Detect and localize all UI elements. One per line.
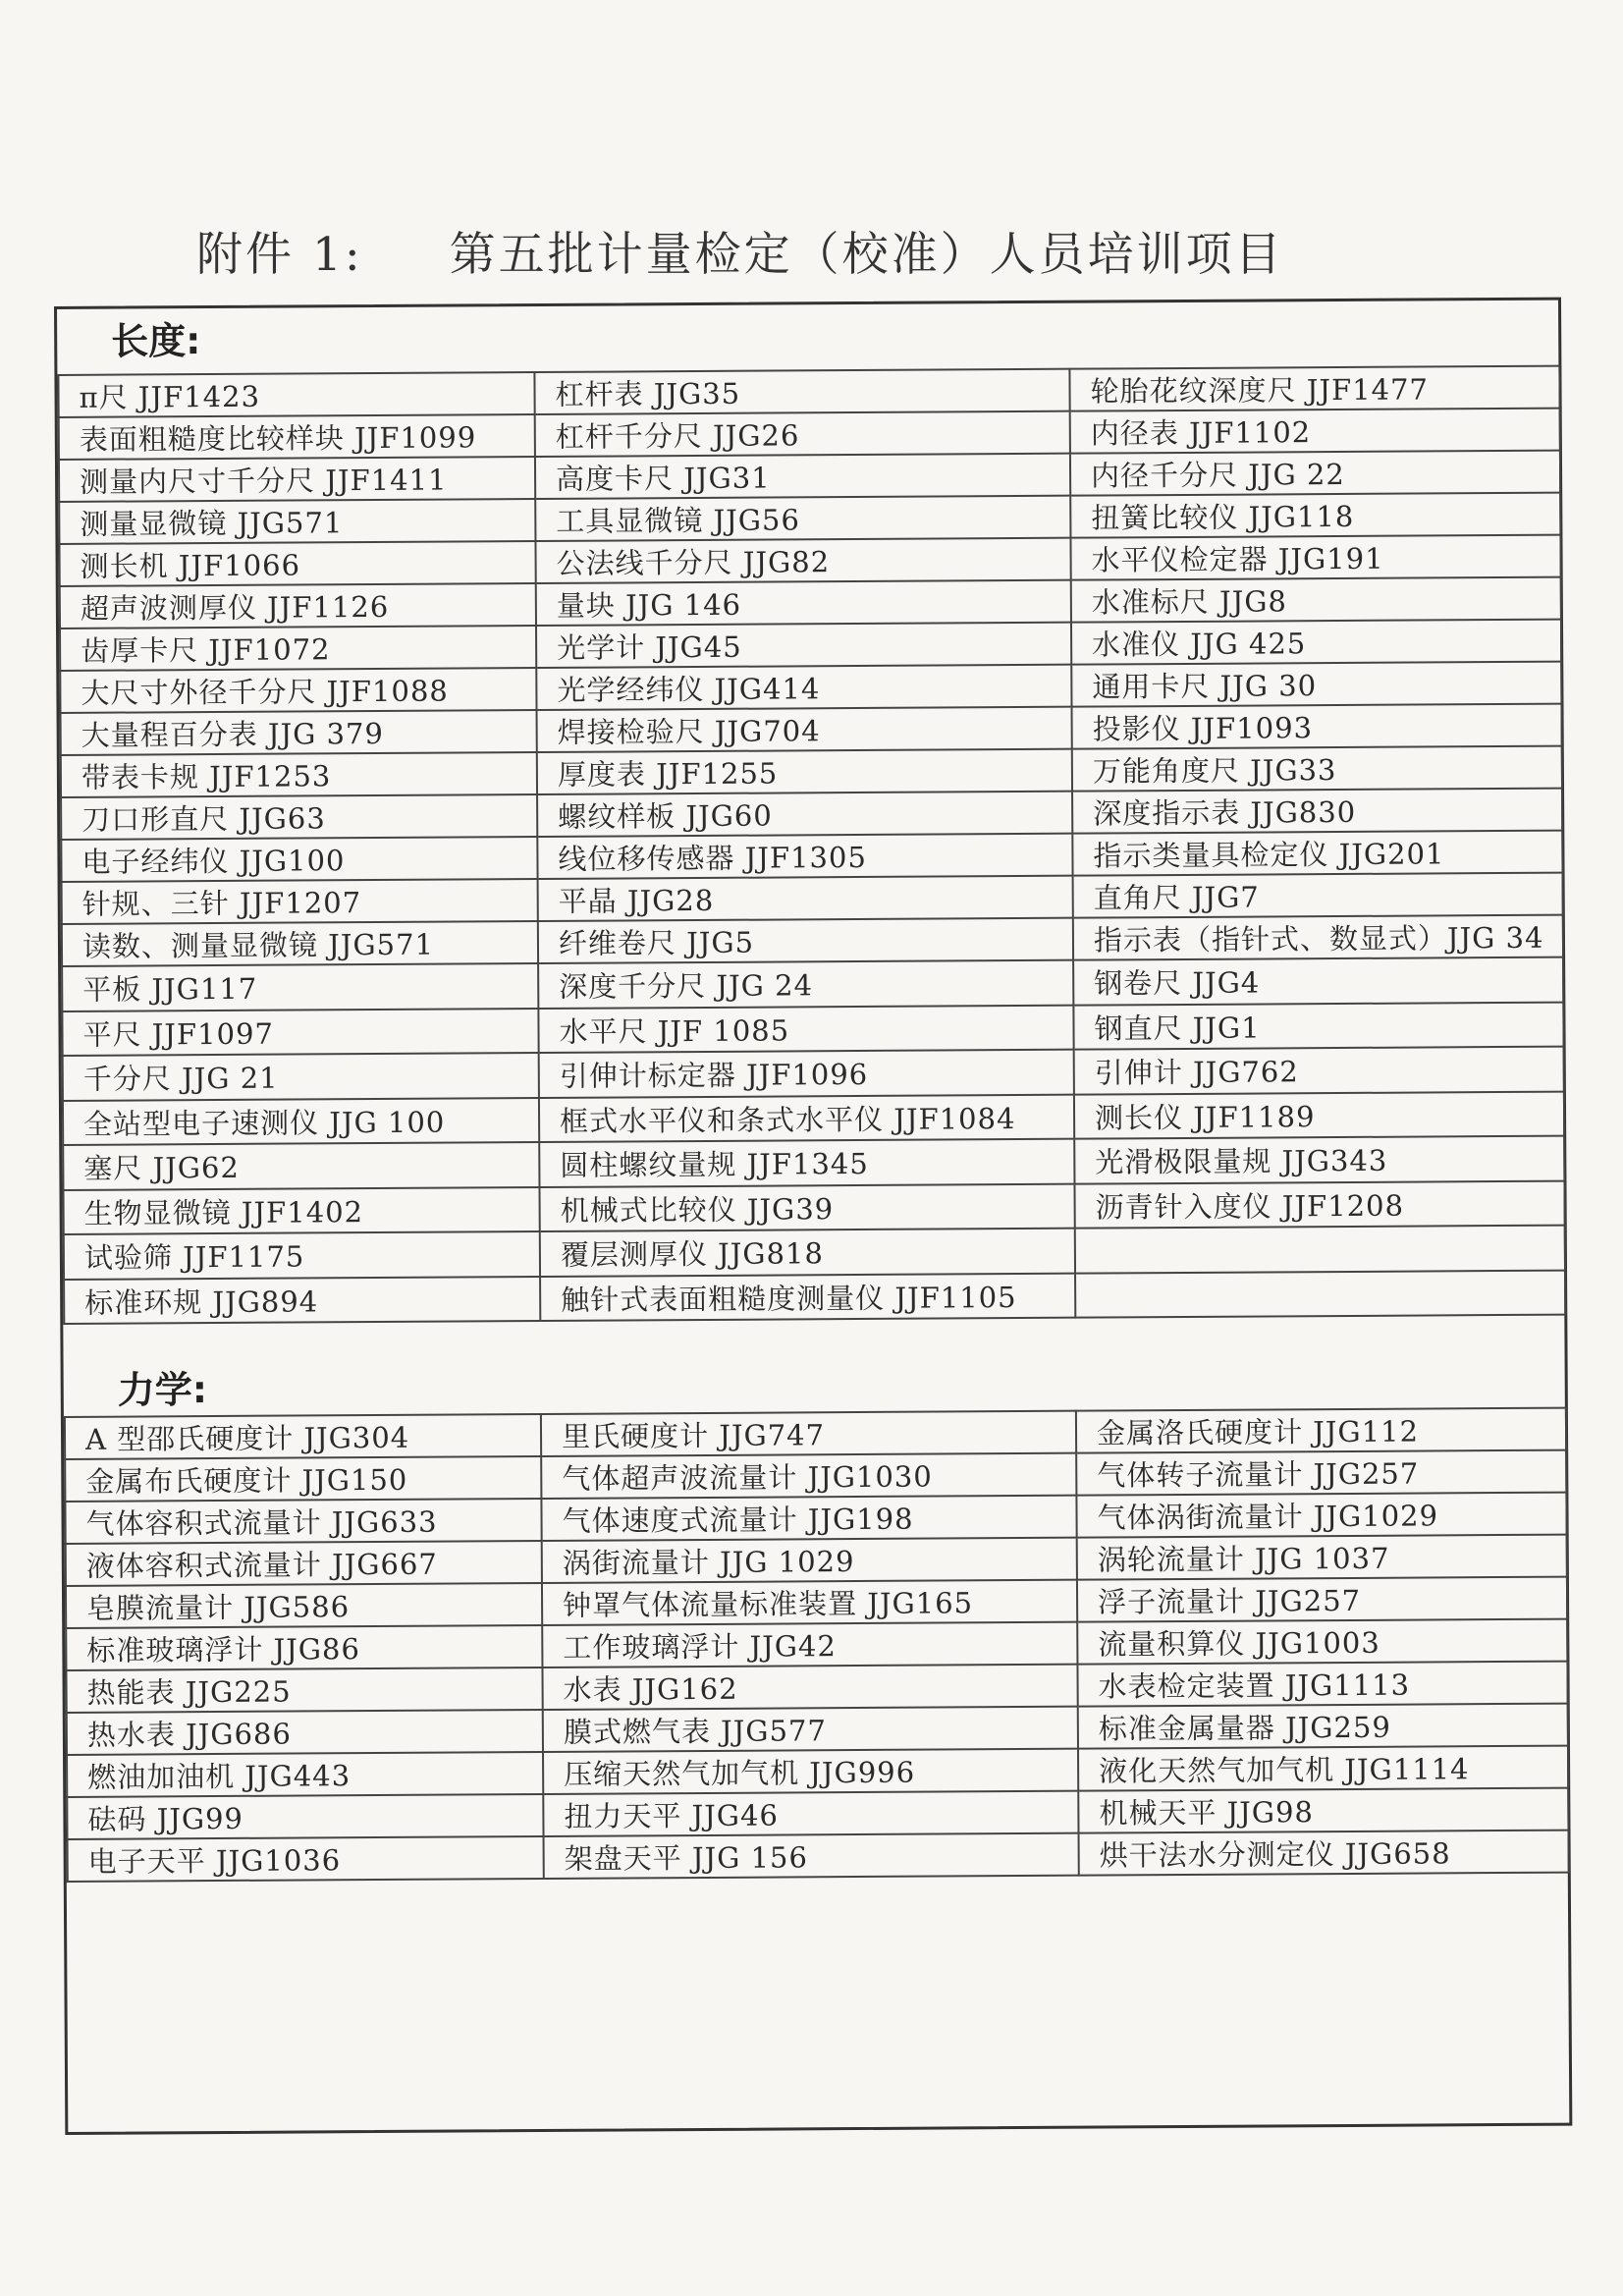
item-cell: 指示类量具检定仪 JJG201: [1072, 831, 1562, 876]
item-cell: 引伸计标定器 JJF1096: [539, 1050, 1074, 1098]
item-cell: 液体容积式流量计 JJG667: [66, 1541, 542, 1586]
item-cell: 气体速度式流量计 JJG198: [541, 1496, 1076, 1541]
item-cell: 钢卷尺 JJG4: [1073, 957, 1563, 1006]
item-cell: 涡轮流量计 JJG 1037: [1077, 1535, 1567, 1580]
item-cell: 热能表 JJG225: [66, 1667, 542, 1713]
item-cell: 沥青针入度仪 JJF1208: [1074, 1180, 1564, 1229]
item-cell: 公法线千分尺 JJG82: [535, 538, 1070, 583]
item-cell: 标准环规 JJG894: [64, 1276, 540, 1323]
item-cell: 纤维卷尺 JJG5: [538, 918, 1073, 963]
item-cell: 量块 JJG 146: [536, 580, 1071, 626]
item-cell: 扭力天平 JJG46: [543, 1791, 1078, 1836]
item-cell: 指示表（指针式、数显式）JJG 34: [1073, 915, 1563, 960]
item-cell: 测长机 JJF1066: [59, 541, 535, 586]
item-cell: π尺 JJF1423: [58, 372, 534, 417]
item-cell: 金属布氏硬度计 JJG150: [65, 1456, 541, 1502]
item-cell: 圆柱螺纹量规 JJF1345: [539, 1139, 1074, 1187]
item-cell: 机械天平 JJG98: [1078, 1788, 1568, 1833]
item-cell: 大尺寸外径千分尺 JJF1088: [60, 668, 536, 713]
item-cell: 线位移传感器 JJF1305: [537, 834, 1072, 879]
item-cell: 气体超声波流量计 JJG1030: [541, 1453, 1076, 1499]
item-cell: 测长仪 JJF1189: [1074, 1091, 1564, 1139]
item-cell: 烘干法水分测定仪 JJG658: [1079, 1831, 1569, 1876]
item-cell: 扭簧比较仪 JJG118: [1070, 493, 1560, 538]
item-cell: 金属洛氏硬度计 JJG112: [1076, 1408, 1566, 1453]
item-cell: 浮子流量计 JJG257: [1077, 1577, 1567, 1622]
item-cell: 直角尺 JJG7: [1073, 873, 1563, 918]
item-cell: 钟罩气体流量标准装置 JJG165: [542, 1580, 1077, 1625]
item-cell: 水表检定装置 JJG1113: [1077, 1662, 1567, 1707]
item-cell: 水准标尺 JJG8: [1071, 577, 1561, 623]
item-cell: 超声波测厚仪 JJF1126: [60, 583, 536, 629]
item-cell: 流量积算仪 JJG1003: [1077, 1619, 1567, 1665]
item-cell: 光学计 JJG45: [536, 623, 1071, 668]
item-cell: 针规、三针 JJF1207: [62, 879, 538, 924]
item-cell: 液化天然气加气机 JJG1114: [1078, 1746, 1568, 1791]
item-cell: 水平尺 JJF 1085: [538, 1005, 1073, 1053]
item-cell: 焊接检验尺 JJG704: [537, 707, 1072, 752]
item-cell: 触针式表面粗糙度测量仪 JJF1105: [540, 1273, 1075, 1321]
item-cell: 刀口形直尺 JJG63: [61, 794, 537, 840]
item-cell: 引伸计 JJG762: [1074, 1047, 1564, 1095]
item-cell: 光学经纬仪 JJG414: [536, 665, 1071, 710]
item-cell: 覆层测厚仪 JJG818: [540, 1229, 1075, 1277]
item-cell: 光滑极限量规 JJG343: [1074, 1136, 1564, 1184]
section-heading-mechanics: 力学:: [117, 1368, 208, 1412]
item-cell: 工具显微镜 JJG56: [535, 496, 1070, 541]
item-cell: 气体涡街流量计 JJG1029: [1076, 1493, 1566, 1538]
table-row: [68, 1831, 1569, 1882]
item-cell: 表面粗糙度比较样块 JJF1099: [59, 414, 535, 460]
item-cell: 生物显微镜 JJF1402: [63, 1186, 539, 1233]
item-cell: 全站型电子速测仪 JJG 100: [63, 1097, 539, 1144]
item-cell: 齿厚卡尺 JJF1072: [60, 626, 536, 671]
item-cell: 皂膜流量计 JJG586: [66, 1583, 542, 1628]
document-title: [196, 218, 1284, 284]
item-cell: 杠杆表 JJG35: [534, 369, 1069, 414]
item-cell: 架盘天平 JJG 156: [544, 1833, 1079, 1879]
item-cell: 厚度表 JJF1255: [537, 749, 1072, 794]
item-cell: 平板 JJG117: [62, 963, 538, 1011]
mechanics-items-table: [64, 1407, 1570, 1883]
item-cell: 水表 JJG162: [542, 1665, 1077, 1710]
item-cell: 涡街流量计 JJG 1029: [542, 1538, 1077, 1583]
item-cell: 工作玻璃浮计 JJG42: [542, 1622, 1077, 1667]
training-items-table: [54, 298, 1572, 2135]
item-cell: 电子经纬仪 JJG100: [61, 837, 537, 882]
item-cell: 千分尺 JJG 21: [63, 1053, 539, 1100]
item-cell: 砝码 JJG99: [67, 1794, 543, 1839]
item-cell: 测量显微镜 JJG571: [59, 499, 535, 544]
item-cell: 万能角度尺 JJG33: [1072, 746, 1562, 792]
item-cell: [1075, 1270, 1565, 1318]
item-cell: 测量内尺寸千分尺 JJF1411: [59, 457, 535, 502]
item-cell: 塞尺 JJG62: [63, 1142, 539, 1189]
item-cell: 电子天平 JJG1036: [68, 1836, 544, 1882]
item-cell: 螺纹样板 JJG60: [537, 792, 1072, 837]
item-cell: 内径表 JJF1102: [1070, 409, 1560, 454]
item-cell: 标准金属量器 JJG259: [1078, 1704, 1568, 1749]
item-cell: 燃油加油机 JJG443: [67, 1752, 543, 1797]
attachment-label: 附件 1:: [196, 228, 363, 282]
section-heading-length: 长度:: [111, 319, 201, 363]
item-cell: 气体转子流量计 JJG257: [1076, 1450, 1566, 1496]
item-cell: 通用卡尺 JJG 30: [1071, 662, 1561, 707]
item-cell: 里氏硬度计 JJG747: [541, 1411, 1076, 1456]
item-cell: 气体容积式流量计 JJG633: [65, 1499, 541, 1544]
item-cell: 水平仪检定器 JJG191: [1070, 535, 1560, 580]
item-cell: 热水表 JJG686: [67, 1710, 543, 1755]
item-cell: 标准玻璃浮计 JJG86: [66, 1625, 542, 1670]
item-cell: [1075, 1226, 1565, 1274]
title-text: 第五批计量检定（校准）人员培训项目: [449, 228, 1284, 282]
item-cell: A 型邵氏硬度计 JJG304: [65, 1414, 541, 1459]
length-items-table: [57, 365, 1566, 1325]
item-cell: 框式水平仪和条式水平仪 JJF1084: [539, 1094, 1074, 1142]
item-cell: 深度千分尺 JJG 24: [538, 960, 1073, 1009]
item-cell: 平晶 JJG28: [538, 876, 1073, 921]
item-cell: 读数、测量显微镜 JJG571: [62, 921, 538, 966]
item-cell: 压缩天然气加气机 JJG996: [543, 1749, 1078, 1794]
item-cell: 机械式比较仪 JJG39: [539, 1183, 1074, 1231]
item-cell: 带表卡规 JJF1253: [61, 752, 537, 797]
item-cell: 深度指示表 JJG830: [1072, 789, 1562, 834]
item-cell: 试验筛 JJF1175: [64, 1231, 540, 1279]
item-cell: 膜式燃气表 JJG577: [543, 1707, 1078, 1752]
item-cell: 高度卡尺 JJG31: [535, 454, 1070, 499]
item-cell: 水准仪 JJG 425: [1071, 620, 1561, 665]
item-cell: 内径千分尺 JJG 22: [1070, 451, 1560, 496]
table-row: [64, 1270, 1565, 1324]
item-cell: 杠杆千分尺 JJG26: [535, 411, 1070, 457]
item-cell: 大量程百分表 JJG 379: [61, 710, 537, 755]
item-cell: 轮胎花纹深度尺 JJF1477: [1069, 366, 1559, 411]
item-cell: 投影仪 JJF1093: [1072, 704, 1562, 749]
item-cell: 钢直尺 JJG1: [1073, 1002, 1563, 1050]
item-cell: 平尺 JJF1097: [62, 1008, 538, 1055]
